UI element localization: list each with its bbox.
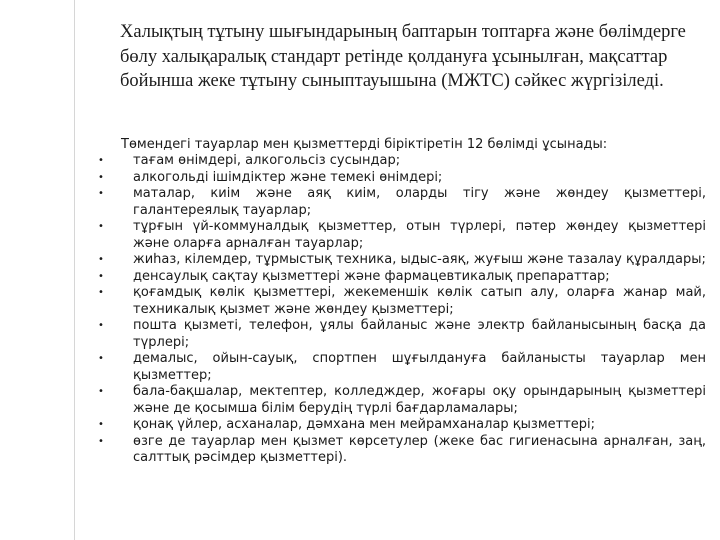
bullet-icon: • <box>98 254 104 265</box>
list-item <box>92 318 706 351</box>
list-item-text: пошта қызметі, телефон, ұялы байланыс және электр байланысының басқа да түрлері; <box>133 318 706 350</box>
bullet-icon: • <box>98 353 104 364</box>
list-item-text: өзге де тауарлар мен қызмет көрсетулер (жеке бас гигиенасына арналған, заң, салттық рәсімдер қызметтері). <box>133 433 706 465</box>
slide-heading: Халықтың тұтыну шығындарының баптарын топтарға және бөлімдерге бөлу халықаралық стандарт ретінде қолдануға ұсынылған, мақсаттар бойынша жеке тұтыну сыныптауышына (МЖТС) сәйкес жүргізіледі. <box>120 22 686 91</box>
bullet-icon: • <box>98 287 104 298</box>
list-item-text: маталар, киім және аяқ киім, оларды тігу және жөндеу қызметтері, галантереялық тауарлар; <box>133 186 706 218</box>
list-item <box>92 252 706 269</box>
list-item <box>92 219 706 252</box>
list-item <box>92 170 706 187</box>
list-item <box>92 269 706 286</box>
list-item-text: тұрғын үй-коммуналдық қызметтер, отын түрлері, пәтер жөндеу қызметтері және оларға арналған тауарлар; <box>133 219 706 251</box>
list-item <box>92 434 706 467</box>
list-item <box>92 285 706 318</box>
list-item-text: жиһаз, кілемдер, тұрмыстық техника, ыдыс-аяқ, жуғыш және тазалау құралдары; <box>133 252 706 267</box>
list-item-text: қонақ үйлер, асханалар, дәмхана мен мейрамханалар қызметтері; <box>133 417 596 432</box>
list-item-text: қоғамдық көлік қызметтері, жекеменшік көлік сатып алу, оларға жанар май, техникалық қызмет және жөндеу қызметтері; <box>133 285 706 317</box>
list-intro: Төмендегі тауарлар мен қызметтерді біріктіретін 12 бөлімді ұсынады: <box>121 137 608 152</box>
bullet-icon: • <box>98 188 104 199</box>
category-list <box>92 153 706 467</box>
list-item <box>92 384 706 417</box>
bullet-icon: • <box>98 270 104 282</box>
bullet-icon: • <box>98 435 104 447</box>
list-item <box>92 417 706 434</box>
bullet-icon: • <box>98 386 104 397</box>
list-item-text: алкогольді ішімдіктер және темекі өнімдері; <box>133 169 443 185</box>
bullet-icon: • <box>98 419 104 430</box>
list-item <box>92 351 706 384</box>
bullet-icon: • <box>98 221 104 232</box>
list-item-text: тағам өнімдері, алкогольсіз сусындар; <box>133 153 401 168</box>
list-item <box>92 186 706 219</box>
bullet-icon: • <box>98 171 104 183</box>
list-item <box>92 153 706 170</box>
slide-left-border <box>74 0 75 540</box>
bullet-icon: • <box>98 320 104 331</box>
list-item-text: бала-бақшалар, мектептер, колледждер, жоғары оқу орындарының қызметтері және де қосымша білім берудің түрлі бағдарламалары; <box>133 384 706 416</box>
list-item-text: денсаулық сақтау қызметтері және фармацевтикалық препараттар; <box>133 268 610 284</box>
list-item-text: демалыс, ойын-сауық, спортпен шұғылдануға байланысты тауарлар мен қызметтер; <box>133 351 706 383</box>
bullet-icon: • <box>98 155 104 166</box>
